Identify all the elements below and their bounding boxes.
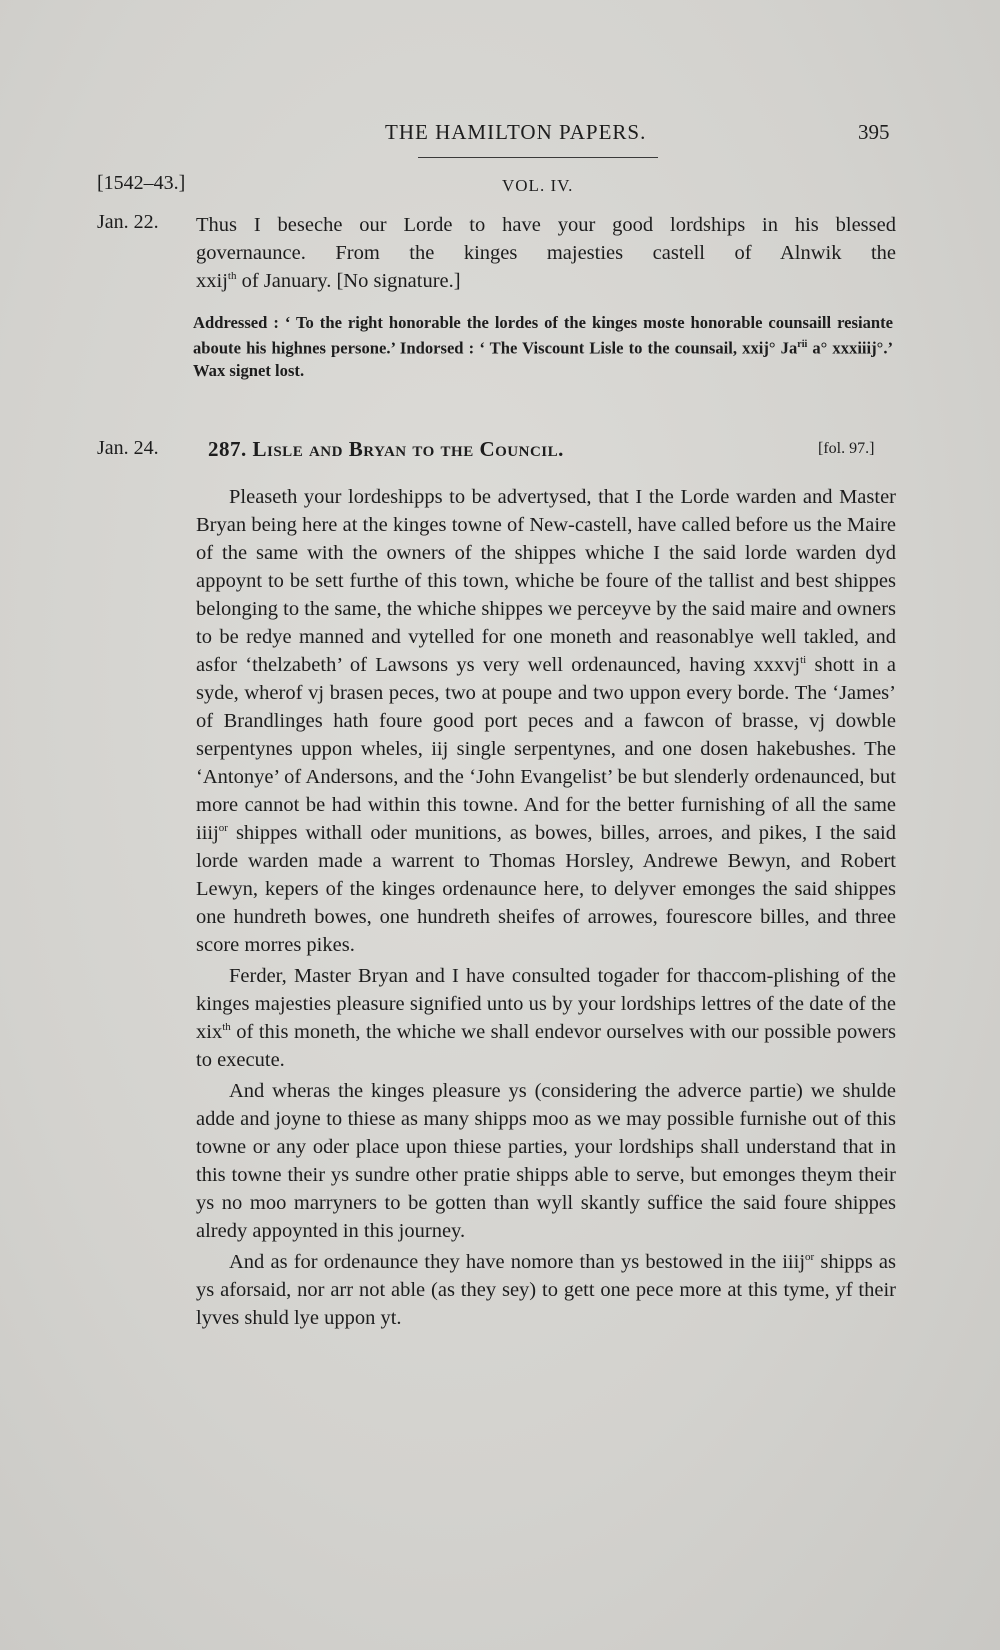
note-sup: rii [797,339,808,350]
p4-sup: or [805,1251,815,1264]
header-rule [418,157,658,158]
p2-sup: th [222,1021,231,1034]
note-end: a° xxxiiij°.’ Wax signet lost. [193,338,893,380]
p1-sup1: ti [800,654,807,667]
prev-entry-text [196,211,896,295]
margin-date-entry: Jan. 24. [97,437,159,459]
prev-line-3-start: xxij [196,270,228,292]
entry-body [196,483,896,1332]
entry-heading: 287. Lisle and Bryan to the Council. [208,437,564,461]
running-head [0,120,1000,150]
prev-line-1: Thus I beseche our Lorde to have your good lordships in his blessed [196,214,896,236]
prev-line-3-end: of January. [No signature.] [236,270,461,292]
note-text: Addressed : ‘ To the right honorable the lordes of the kinges moste honorable counsaill resiante aboute his highnes persone.’ Indorsed : ‘ The Viscount Lisle to the counsail, xxij° Ja [193,313,893,358]
p1-sup2: or [218,822,228,835]
paragraph-3: And wheras the kinges pleasure ys (considering the adverce partie) we shulde adde and joyne to thiese as many shipps moo as we may possible furnishe out of this towne or any oder place upon thiese parties, your lordships shall understand that in this towne their ys sundre other pratie shipps able to serve, but emonges theym their ys no moo marryners to be gotten than wyll skantly suffice the said foure shippes alredy appoynted in this journey. [196,1080,896,1242]
prev-line-3-sup: th [227,270,237,283]
folio-ref: [fol. 97.] [818,440,875,457]
page-number: 395 [858,120,890,144]
p1-mid: shott in a syde, wherof vj brasen peces, two at poupe and two uppon every borde. The ‘James’ of Brandlinges hath foure good port peces and a fawcon of brasse, vj dowble serpentynes uppon wheles, iij single serpentynes, and one dosen hakebushes. The ‘Antonye’ of Andersons, and the ‘John Evangelist’ be but slenderly ordenaunced, but more cannot be had within this towne. And for the better furnishing of all the same iiij [196,654,896,844]
p2-end: of this moneth, the whiche we shall endevor ourselves with our possible powers to execute. [196,1021,896,1071]
paragraph-2 [196,962,896,1074]
prev-line-2: governaunce. From the kinges majesties castell of Alnwik the [196,242,896,264]
date-range: [1542–43.] [97,172,186,194]
prev-line-3 [196,267,896,295]
address-note [193,312,893,382]
paragraph-1 [196,483,896,959]
volume-label: VOL. IV. [502,176,574,195]
margin-date-prev: Jan. 22. [97,211,159,233]
p4-start: And as for ordenaunce they have nomore than ys bestowed in the iiij [229,1251,806,1273]
running-title: THE HAMILTON PAPERS. [385,120,647,144]
p1-end: shippes withall oder munitions, as bowes, billes, arroes, and pikes, I the said lorde warden made a warrent to Thomas Horsley, Andrewe Bewyn, and Robert Lewyn, kepers of the kinges ordenaunce here, to delyver emonges the said shippes one hundreth bowes, one hundreth sheifes of arrowes, fourescore billes, and three score morres pikes. [196,822,896,956]
p2-start: Ferder, Master Bryan and I have consulted togader for thaccom-plishing of the kinges majesties pleasure signified unto us by your lordships lettres of the date of the xix [196,965,896,1043]
paragraph-4 [196,1248,896,1332]
p4-end: shipps as ys aforsaid, nor arr not able (as they sey) to gett one pece more at this tyme, yf their lyves shuld lye uppon yt. [196,1251,897,1329]
p1-start: Pleaseth your lordeshipps to be advertysed, that I the Lorde warden and Master Bryan being here at the kinges towne of New-castell, have called before us the Maire of the same with the owners of the shippes whiche I the said lorde warden dyd appoynt to be sett furthe of this town, whiche be foure of the tallist and best shippes belonging to the same, the whiche shippes we perceyve by the said maire and owners to be redye manned and vytelled for one moneth and reasonablye well takled, and asfor ‘thelzabeth’ of Lawsons ys very well ordenaunced, having xxxvj [196,486,896,676]
